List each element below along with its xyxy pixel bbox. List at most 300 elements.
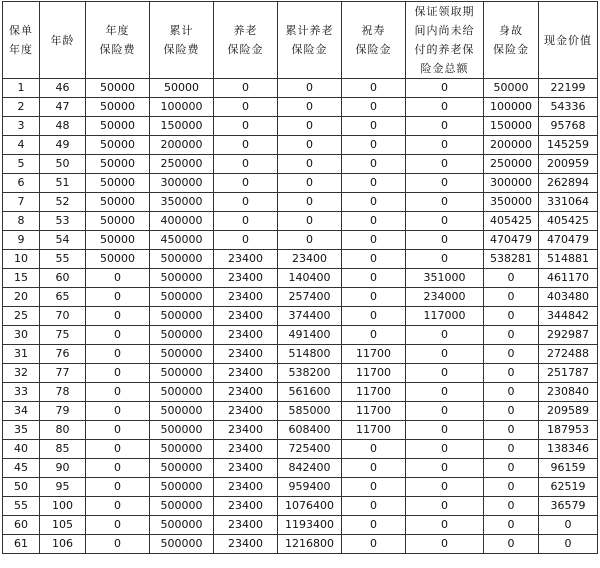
table-cell: 500000 [150,459,214,478]
table-cell: 514800 [278,345,342,364]
table-cell: 60 [40,269,86,288]
table-cell: 374400 [278,307,342,326]
header-line: 养老 [233,24,258,37]
table-row [3,326,598,345]
table-cell: 405425 [539,212,598,231]
header-line: 年度 [9,43,33,56]
table-cell: 0 [406,440,484,459]
table-cell: 90 [40,459,86,478]
table-cell: 77 [40,364,86,383]
table-cell: 60 [3,516,40,535]
table-cell: 0 [278,98,342,117]
table-cell: 36579 [539,497,598,516]
table-cell: 0 [214,117,278,136]
header-line: 保单 [9,24,33,37]
table-cell: 538281 [484,250,539,269]
table-cell: 46 [40,79,86,98]
header-line: 累计 [169,24,194,37]
table-cell: 200000 [150,136,214,155]
table-header [3,2,598,79]
table-cell: 0 [406,421,484,440]
table-row [3,497,598,516]
header-line: 保险金 [227,43,264,56]
table-cell: 405425 [484,212,539,231]
table-cell: 0 [86,535,150,554]
table-cell: 22199 [539,79,598,98]
table-cell: 106 [40,535,86,554]
table-cell: 8 [3,212,40,231]
table-cell: 0 [214,136,278,155]
table-cell: 500000 [150,421,214,440]
table-cell: 0 [484,383,539,402]
longevity-benefit-header [342,2,406,79]
table-cell: 0 [342,269,406,288]
table-cell: 0 [86,459,150,478]
table-cell: 0 [86,288,150,307]
table-cell: 0 [484,402,539,421]
table-cell: 140400 [278,269,342,288]
table-cell: 0 [86,440,150,459]
table-cell: 23400 [214,326,278,345]
table-cell: 50000 [86,155,150,174]
table-cell: 500000 [150,478,214,497]
table-cell: 23400 [214,269,278,288]
table-row [3,212,598,231]
table-cell: 23400 [278,250,342,269]
table-cell: 65 [40,288,86,307]
header-line: 保险费 [99,43,136,56]
table-cell: 500000 [150,535,214,554]
table-row [3,535,598,554]
table-row [3,79,598,98]
table-cell: 500000 [150,269,214,288]
table-cell: 0 [342,440,406,459]
table-cell: 500000 [150,383,214,402]
table-row [3,364,598,383]
table-row [3,174,598,193]
table-cell: 85 [40,440,86,459]
table-cell: 350000 [484,193,539,212]
table-cell: 0 [406,212,484,231]
header-line: 累计养老 [285,24,334,37]
table-cell: 470479 [539,231,598,250]
table-cell: 47 [40,98,86,117]
table-cell: 1193400 [278,516,342,535]
header-line: 保险费 [163,43,200,56]
table-row [3,307,598,326]
table-cell: 300000 [484,174,539,193]
table-cell: 0 [484,421,539,440]
table-row [3,269,598,288]
death-benefit-header [484,2,539,79]
table-cell: 117000 [406,307,484,326]
table-cell: 0 [484,307,539,326]
table-cell: 100 [40,497,86,516]
table-cell: 0 [406,79,484,98]
policy-year-header [3,2,40,79]
table-cell: 53 [40,212,86,231]
cumulative-premium-header [150,2,214,79]
table-cell: 0 [342,250,406,269]
table-cell: 50000 [86,212,150,231]
table-cell: 0 [278,212,342,231]
table-cell: 105 [40,516,86,535]
table-cell: 470479 [484,231,539,250]
table-row [3,288,598,307]
table-cell: 0 [278,193,342,212]
table-row [3,117,598,136]
table-cell: 400000 [150,212,214,231]
table-cell: 4 [3,136,40,155]
table-cell: 0 [342,535,406,554]
table-cell: 0 [484,497,539,516]
table-cell: 0 [86,383,150,402]
table-cell: 251787 [539,364,598,383]
table-cell: 45 [3,459,40,478]
table-cell: 0 [406,516,484,535]
table-row [3,516,598,535]
table-cell: 0 [86,402,150,421]
table-cell: 0 [214,155,278,174]
table-cell: 50000 [86,250,150,269]
table-row [3,193,598,212]
table-cell: 0 [342,459,406,478]
table-row [3,402,598,421]
table-cell: 0 [342,174,406,193]
header-line: 保险金 [291,43,328,56]
table-cell: 78 [40,383,86,402]
table-cell: 300000 [150,174,214,193]
guaranteed-unpaid-pension-header [406,2,484,79]
table-cell: 95 [40,478,86,497]
table-cell: 514881 [539,250,598,269]
table-cell: 959400 [278,478,342,497]
header-line: 身故 [499,24,523,37]
table-cell: 0 [278,231,342,250]
table-cell: 96159 [539,459,598,478]
table-cell: 54 [40,231,86,250]
table-cell: 23400 [214,250,278,269]
table-cell: 0 [342,117,406,136]
table-cell: 23400 [214,402,278,421]
table-cell: 350000 [150,193,214,212]
table-cell: 0 [406,383,484,402]
header-line: 年龄 [50,33,75,47]
table-cell: 0 [214,193,278,212]
table-cell: 0 [406,364,484,383]
header-line: 间内尚未给 [414,24,475,37]
table-cell: 0 [406,155,484,174]
table-cell: 50000 [86,174,150,193]
table-row [3,155,598,174]
table-cell: 35 [3,421,40,440]
pension-benefit-header [214,2,278,79]
table-cell: 0 [342,307,406,326]
table-cell: 351000 [406,269,484,288]
table-cell: 0 [484,269,539,288]
table-cell: 0 [214,212,278,231]
table-cell: 608400 [278,421,342,440]
table-cell: 0 [484,459,539,478]
table-cell: 23400 [214,345,278,364]
header-line: 付的养老保 [414,43,475,56]
table-cell: 0 [342,497,406,516]
table-cell: 344842 [539,307,598,326]
table-cell: 34 [3,402,40,421]
table-cell: 31 [3,345,40,364]
table-cell: 500000 [150,440,214,459]
table-cell: 585000 [278,402,342,421]
table-cell: 292987 [539,326,598,345]
table-cell: 0 [342,288,406,307]
table-cell: 0 [342,231,406,250]
table-cell: 50000 [484,79,539,98]
table-cell: 561600 [278,383,342,402]
table-row [3,136,598,155]
table-cell: 0 [278,136,342,155]
table-cell: 0 [406,478,484,497]
table-cell: 0 [539,516,598,535]
table-cell: 450000 [150,231,214,250]
table-cell: 9 [3,231,40,250]
table-cell: 0 [278,155,342,174]
table-cell: 500000 [150,364,214,383]
table-cell: 0 [214,231,278,250]
header-line: 保险金 [355,43,392,56]
table-cell: 0 [86,364,150,383]
table-cell: 0 [86,516,150,535]
header-line: 保证领取期 [414,5,475,18]
table-cell: 500000 [150,402,214,421]
table-cell: 842400 [278,459,342,478]
table-cell: 0 [484,326,539,345]
table-cell: 0 [278,79,342,98]
table-cell: 138346 [539,440,598,459]
table-cell: 50000 [86,117,150,136]
header-line: 险金总额 [420,62,469,75]
table-cell: 61 [3,535,40,554]
header-line: 保险金 [493,43,529,56]
table-cell: 0 [214,98,278,117]
table-cell: 76 [40,345,86,364]
table-cell: 0 [406,497,484,516]
table-cell: 0 [484,516,539,535]
table-cell: 0 [484,345,539,364]
table-cell: 11700 [342,421,406,440]
table-cell: 55 [40,250,86,269]
table-cell: 0 [342,212,406,231]
table-cell: 23400 [214,497,278,516]
table-cell: 0 [406,535,484,554]
table-cell: 11700 [342,402,406,421]
table-cell: 234000 [406,288,484,307]
table-cell: 52 [40,193,86,212]
table-cell: 209589 [539,402,598,421]
table-cell: 32 [3,364,40,383]
table-cell: 7 [3,193,40,212]
header-line: 年度 [105,24,130,37]
table-cell: 0 [342,136,406,155]
table-cell: 150000 [484,117,539,136]
table-row [3,440,598,459]
table-cell: 0 [406,98,484,117]
table-cell: 0 [406,402,484,421]
table-cell: 25 [3,307,40,326]
table-row [3,250,598,269]
table-row [3,345,598,364]
table-cell: 0 [484,478,539,497]
table-cell: 50000 [86,136,150,155]
table-cell: 0 [484,288,539,307]
table-cell: 0 [484,535,539,554]
table-cell: 30 [3,326,40,345]
table-cell: 230840 [539,383,598,402]
table-cell: 0 [406,345,484,364]
table-cell: 145259 [539,136,598,155]
table-row [3,383,598,402]
table-cell: 50000 [86,98,150,117]
table-cell: 50000 [150,79,214,98]
table-cell: 500000 [150,326,214,345]
table-cell: 0 [406,250,484,269]
table-cell: 1216800 [278,535,342,554]
age-header [40,2,86,79]
table-cell: 23400 [214,516,278,535]
table-cell: 33 [3,383,40,402]
table-cell: 20 [3,288,40,307]
table-cell: 0 [86,307,150,326]
table-cell: 79 [40,402,86,421]
table-cell: 461170 [539,269,598,288]
table-cell: 23400 [214,478,278,497]
table-cell: 403480 [539,288,598,307]
table-cell: 75 [40,326,86,345]
annual-premium-header [86,2,150,79]
table-cell: 0 [342,326,406,345]
table-cell: 0 [406,459,484,478]
table-cell: 0 [86,478,150,497]
table-cell: 23400 [214,459,278,478]
table-cell: 1076400 [278,497,342,516]
table-row [3,231,598,250]
table-cell: 500000 [150,516,214,535]
table-cell: 0 [86,345,150,364]
table-cell: 55 [3,497,40,516]
table-cell: 0 [214,174,278,193]
table-cell: 0 [86,497,150,516]
table-cell: 5 [3,155,40,174]
table-cell: 0 [342,516,406,535]
table-cell: 50000 [86,193,150,212]
table-cell: 50 [40,155,86,174]
benefit-table [2,1,598,554]
table-cell: 0 [278,174,342,193]
table-cell: 0 [86,326,150,345]
table-cell: 500000 [150,288,214,307]
table-row [3,459,598,478]
table-cell: 23400 [214,383,278,402]
table-cell: 15 [3,269,40,288]
table-cell: 23400 [214,307,278,326]
table-cell: 150000 [150,117,214,136]
table-row [3,478,598,497]
table-cell: 262894 [539,174,598,193]
table-cell: 70 [40,307,86,326]
table-cell: 272488 [539,345,598,364]
table-cell: 500000 [150,345,214,364]
table-cell: 48 [40,117,86,136]
table-cell: 6 [3,174,40,193]
table-cell: 62519 [539,478,598,497]
table-cell: 500000 [150,250,214,269]
table-cell: 1 [3,79,40,98]
table-cell: 0 [406,231,484,250]
table-cell: 725400 [278,440,342,459]
table-cell: 0 [342,79,406,98]
table-row [3,421,598,440]
table-cell: 95768 [539,117,598,136]
table-cell: 50000 [86,231,150,250]
table-cell: 500000 [150,497,214,516]
table-cell: 257400 [278,288,342,307]
table-cell: 50000 [86,79,150,98]
table-cell: 0 [342,478,406,497]
cash-value-header [539,2,598,79]
table-cell: 0 [406,136,484,155]
table-cell: 11700 [342,345,406,364]
table-cell: 3 [3,117,40,136]
table-cell: 538200 [278,364,342,383]
table-cell: 331064 [539,193,598,212]
table-cell: 250000 [484,155,539,174]
table-cell: 0 [342,98,406,117]
table-cell: 51 [40,174,86,193]
table-cell: 250000 [150,155,214,174]
table-cell: 54336 [539,98,598,117]
table-cell: 23400 [214,288,278,307]
table-cell: 100000 [484,98,539,117]
header-line: 现金价值 [544,33,592,47]
table-cell: 491400 [278,326,342,345]
table-cell: 80 [40,421,86,440]
table-cell: 23400 [214,364,278,383]
table-cell: 0 [342,155,406,174]
table-cell: 200959 [539,155,598,174]
table-cell: 0 [86,421,150,440]
table-row [3,98,598,117]
table-cell: 2 [3,98,40,117]
table-cell: 0 [539,535,598,554]
cumulative-pension-header [278,2,342,79]
table-cell: 50 [3,478,40,497]
table-cell: 0 [406,174,484,193]
table-cell: 0 [214,79,278,98]
table-cell: 0 [406,193,484,212]
table-cell: 40 [3,440,40,459]
table-cell: 200000 [484,136,539,155]
table-cell: 11700 [342,364,406,383]
table-cell: 0 [342,193,406,212]
table-body [3,79,598,554]
table-cell: 100000 [150,98,214,117]
header-row [3,2,598,79]
table-cell: 0 [278,117,342,136]
table-cell: 10 [3,250,40,269]
table-cell: 187953 [539,421,598,440]
table-cell: 500000 [150,307,214,326]
table-cell: 23400 [214,421,278,440]
table-cell: 0 [406,117,484,136]
